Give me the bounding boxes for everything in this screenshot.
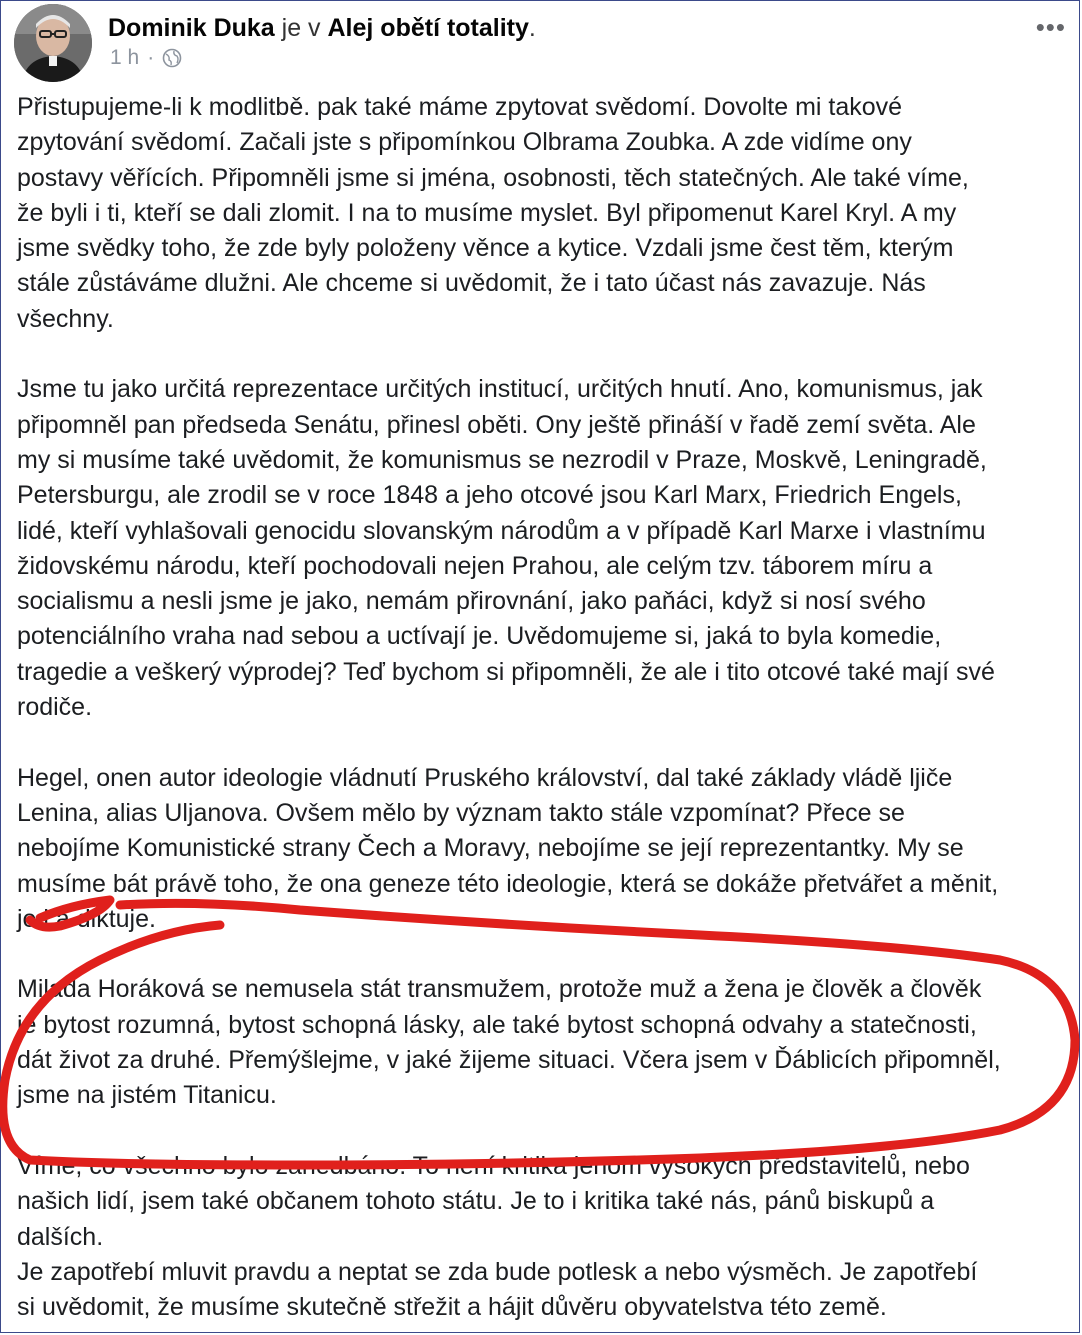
post-time[interactable]: 1 h	[110, 46, 140, 69]
post-meta	[110, 46, 182, 70]
paragraph-4: Milada Horáková se nemusela stát transmužem, protože muž a žena je člověk a člověk je bytost rozumná, bytost schopná lásky, ale také bytost schopná odvahy a statečnosti, dát život za druhé. Přemýšlejme, v jaké žijeme situaci. Včera jsem v Ďáblicích připomněl, jsme na jistém Titanicu.	[17, 975, 1001, 1110]
author-connector: je v	[274, 14, 328, 42]
post-body	[17, 90, 1077, 1325]
paragraph-3: Hegel, onen autor ideologie vládnutí Pruského království, dal také základy vládě ljiče Lenina, alias Uljanova. Ovšem mělo by význam takto stále vzpomínat? Přece se nebojíme Komunistické strany Čech a Moravy, nebojíme se její reprezentantky. My se musíme bát právě toho, že ona geneze této ideologie, která se dokáže přetvářet a měnit, je i a diktuje.	[17, 763, 999, 933]
location-suffix: .	[528, 14, 536, 42]
more-horizontal-icon[interactable]: •••	[1035, 12, 1066, 42]
paragraph-5: Víme, co všechno bylo zanedbáno. To není kritika jenom vysokých představitelů, nebo našich lidí, jsem také občanem tohoto státu. Je to i kritika také nás, pánů biskupů a dalších.	[17, 1151, 970, 1251]
location-link[interactable]: Alej obětí totality	[327, 14, 529, 42]
author-name[interactable]: Dominik Duka	[108, 14, 275, 42]
paragraph-1: Přistupujeme-li k modlitbě. pak také máme zpytovat svědomí. Dovolte mi takové zpytování svědomí. Začali jste s připomínkou Olbrama Zoubka. A zde vidíme ony postavy věřících. Připomněli jsme si jména, osobnosti, těch statečných. Ale také víme, že byli i ti, kteří se dali zlomit. I na to musíme myslet. Byl připomenut Karel Kryl. A my jsme svědky toho, že zde byly položeny věnce a kytice. Vzdali jsme čest těm, kterým stále zůstáváme dlužni. Ale chceme si uvědomit, že i tato účast nás zavazuje. Nás všechny.	[17, 93, 969, 333]
globe-icon[interactable]	[162, 48, 182, 68]
avatar-photo	[14, 4, 92, 82]
avatar[interactable]	[14, 4, 92, 82]
author-line	[108, 14, 536, 43]
post-header	[14, 4, 1074, 78]
meta-separator: ·	[147, 46, 155, 69]
paragraph-2: Jsme tu jako určitá reprezentace určitých institucí, určitých hnutí. Ano, komunismus, jak připomněl pan předseda Senátu, přinesl oběti. Ony ještě přináší v řadě zemí světa. Ale my si musíme také uvědomit, že komunismus se nezrodil v Praze, Moskvě, Leningradě, Petersburgu, ale zrodil se v roce 1848 a jeho otcové jsou Karl Marx, Friedrich Engels, lidé, kteří vyhlašovali genocidu slovanským národům a v případě Karl Marxe i vlastnímu židovskému národu, kteří pochodovali nejen Prahou, ale celým tzv. táborem míru a socialismu a nesli jsme je jako, nemám přirovnání, jako paňáci, když si nosí svého potenciálního vraha nad sebou a uctívají je. Uvědomujeme si, jaká to byla komedie, tragedie a veškerý výprodej? Teď bychom si připomněli, že ale i tito otcové také mají své rodiče.	[17, 375, 995, 722]
paragraph-6: Je zapotřebí mluvit pravdu a neptat se zda bude potlesk a nebo výsměch. Je zapotřebí si uvědomit, že musíme skutečně střežit a hájit důvěru obyvatelstva této země.	[17, 1257, 978, 1322]
